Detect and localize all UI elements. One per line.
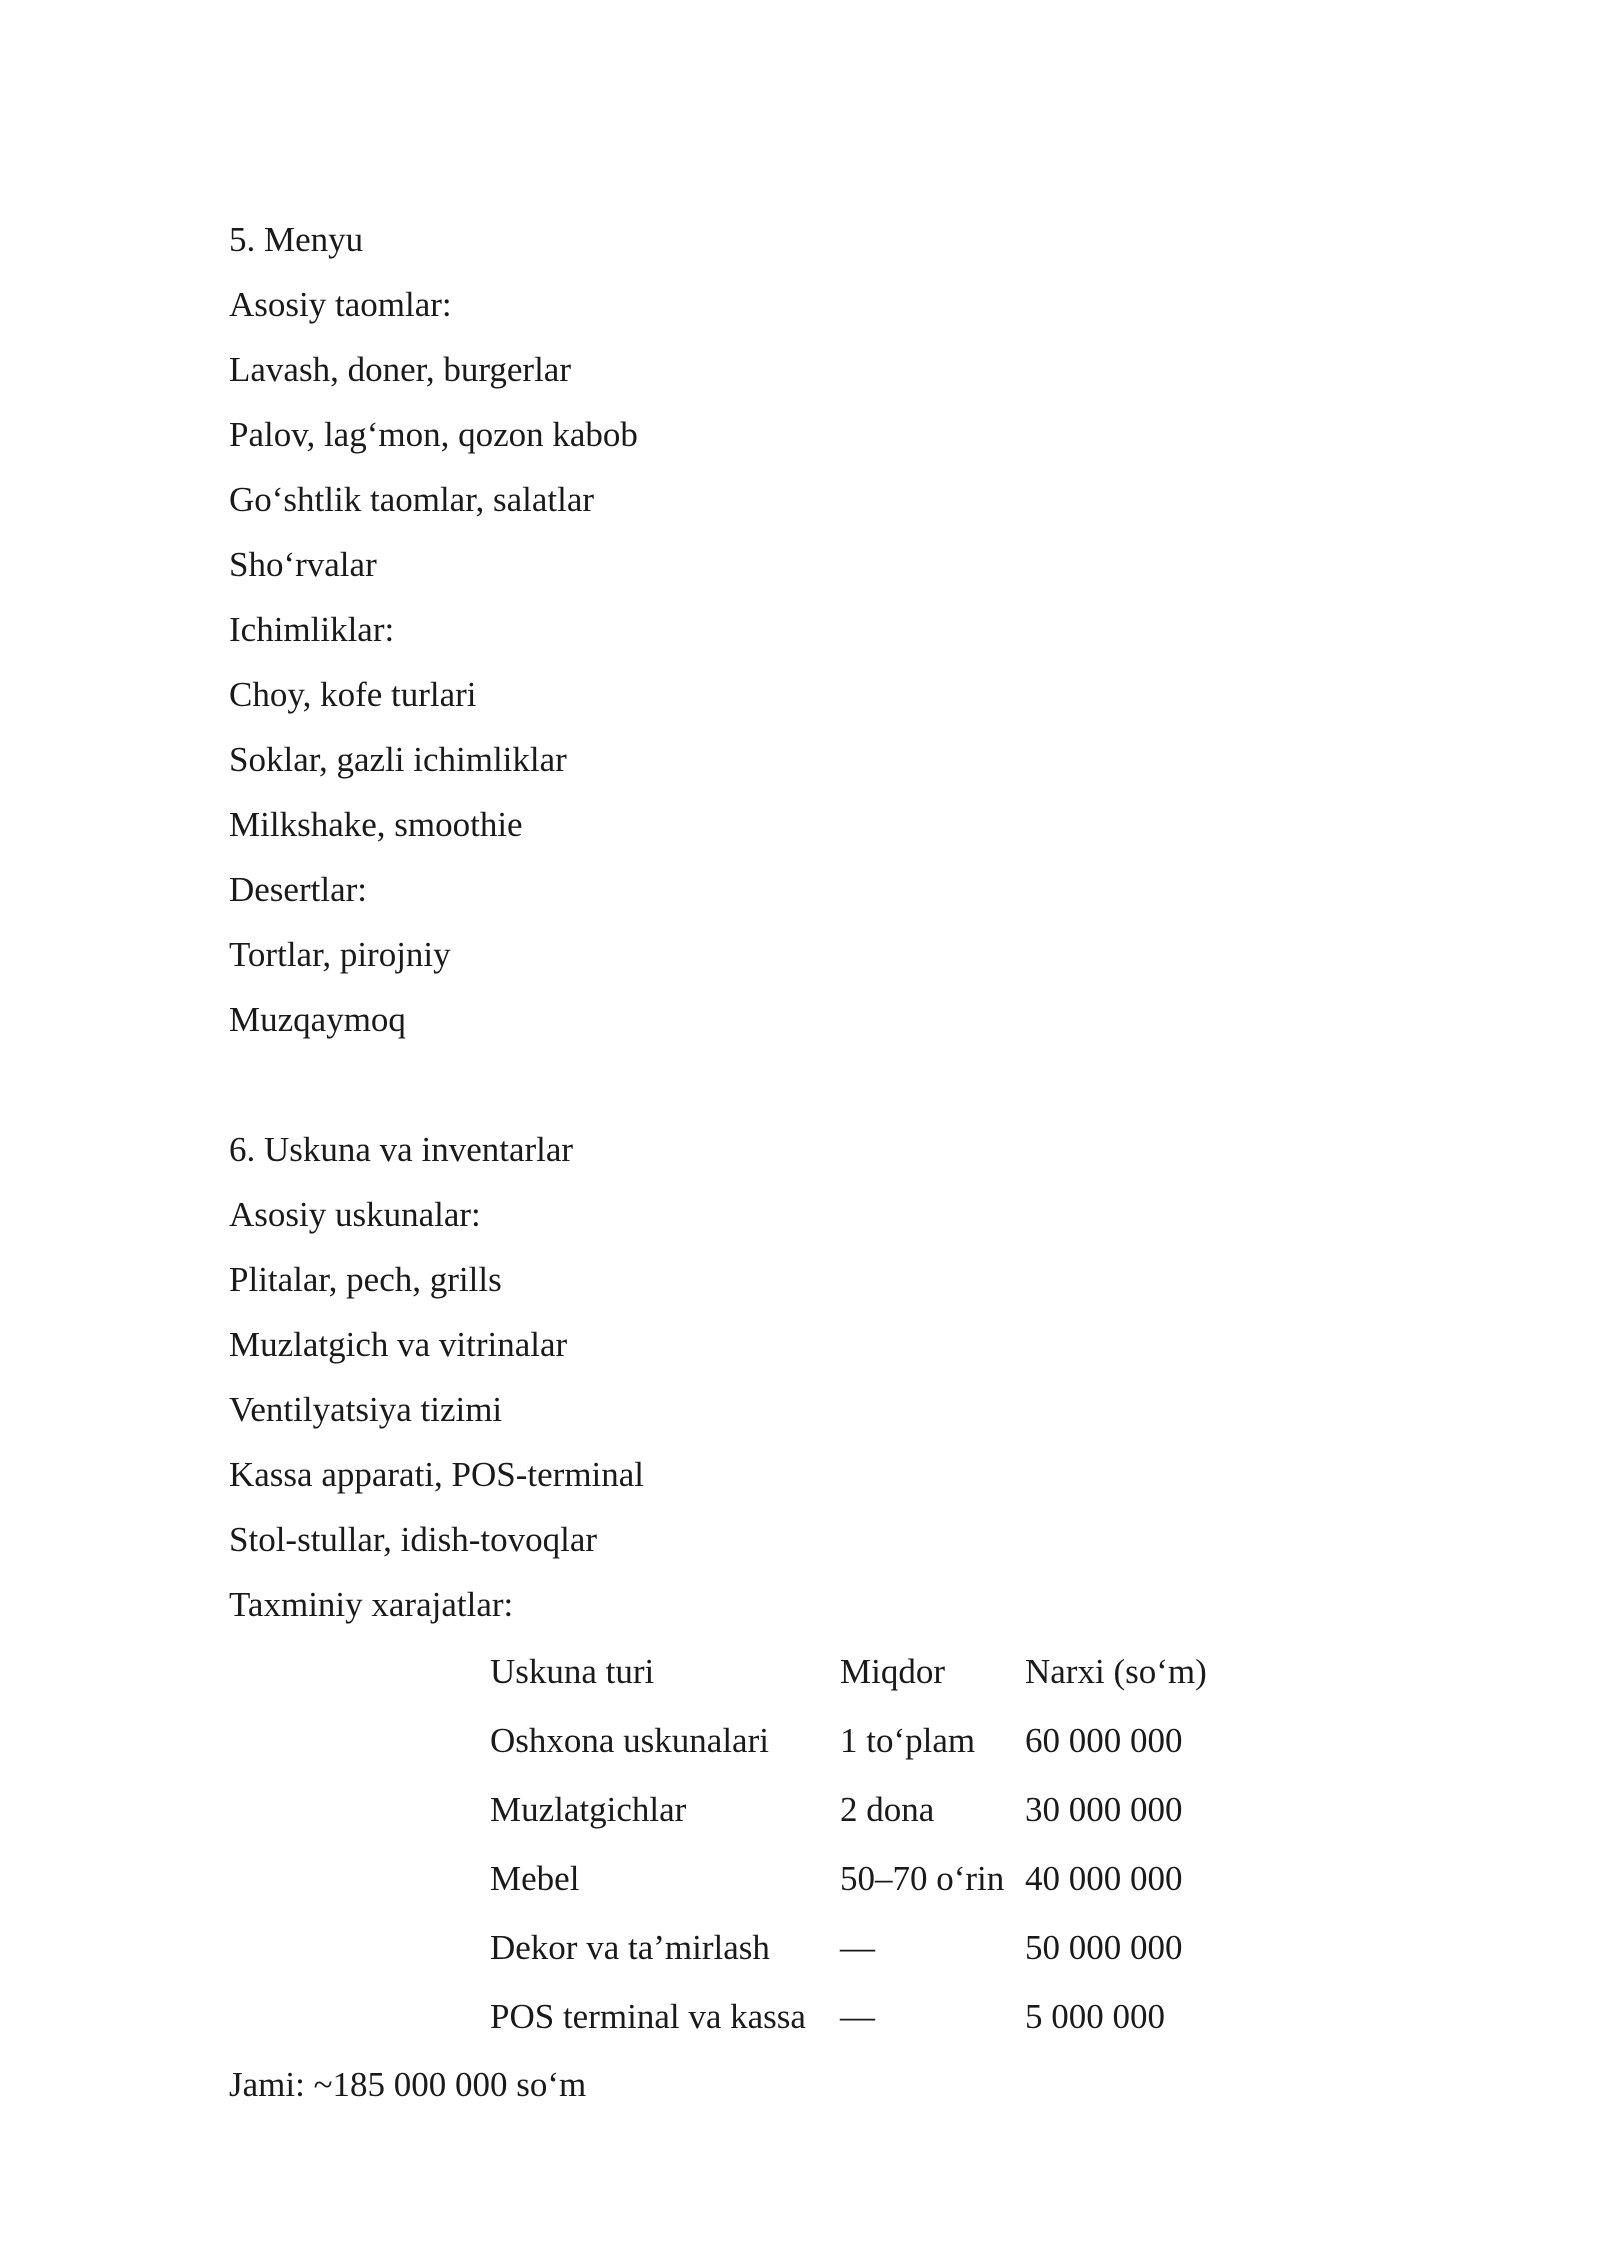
menu-heading: 5. Menyu bbox=[229, 220, 364, 259]
main-dishes-label: Asosiy taomlar: bbox=[229, 285, 452, 324]
equipment-item: Kassa apparati, POS-terminal bbox=[229, 1455, 645, 1494]
menu-item: Soklar, gazli ichimliklar bbox=[229, 740, 567, 779]
desserts-label: Desertlar: bbox=[229, 870, 367, 909]
equipment-item: Muzlatgich va vitrinalar bbox=[229, 1325, 568, 1364]
equipment-item: Stol-stullar, idish-tovoqlar bbox=[229, 1520, 598, 1559]
costs-label: Taxminiy xarajatlar: bbox=[229, 1585, 514, 1624]
table-header-cell: Uskuna turi bbox=[490, 1652, 655, 1691]
table-header-cell: Narxi (so‘m) bbox=[1025, 1652, 1207, 1691]
equipment-item: Plitalar, pech, grills bbox=[229, 1260, 502, 1299]
table-cell: 2 dona bbox=[840, 1790, 935, 1829]
table-cell: 60 000 000 bbox=[1025, 1721, 1183, 1760]
table-cell: 30 000 000 bbox=[1025, 1790, 1183, 1829]
table-cell: Dekor va ta’mirlash bbox=[490, 1928, 770, 1967]
table-cell: Mebel bbox=[490, 1859, 580, 1898]
menu-item: Tortlar, pirojniy bbox=[229, 935, 451, 974]
menu-item: Choy, kofe turlari bbox=[229, 675, 477, 714]
menu-item: Lavash, doner, burgerlar bbox=[229, 350, 571, 389]
drinks-label: Ichimliklar: bbox=[229, 610, 395, 649]
menu-item: Milkshake, smoothie bbox=[229, 805, 523, 844]
menu-item: Muzqaymoq bbox=[229, 1000, 406, 1039]
table-cell: 50 000 000 bbox=[1025, 1928, 1183, 1967]
menu-item: Palov, lag‘mon, qozon kabob bbox=[229, 415, 638, 454]
table-cell: Muzlatgichlar bbox=[490, 1790, 687, 1829]
table-cell: Oshxona uskunalari bbox=[490, 1721, 769, 1760]
table-cell: 1 to‘plam bbox=[840, 1721, 976, 1760]
equipment-heading: 6. Uskuna va inventarlar bbox=[229, 1130, 574, 1169]
table-cell: POS terminal va kassa bbox=[490, 1997, 806, 2036]
main-equipment-label: Asosiy uskunalar: bbox=[229, 1195, 481, 1234]
total-cost: Jami: ~185 000 000 so‘m bbox=[229, 2065, 587, 2104]
table-cell: 40 000 000 bbox=[1025, 1859, 1183, 1898]
table-cell: 50–70 o‘rin bbox=[840, 1859, 1005, 1898]
menu-item: Go‘shtlik taomlar, salatlar bbox=[229, 480, 595, 519]
table-header-cell: Miqdor bbox=[840, 1652, 945, 1691]
table-cell: — bbox=[840, 1928, 875, 1967]
equipment-item: Ventilyatsiya tizimi bbox=[229, 1390, 503, 1429]
menu-item: Sho‘rvalar bbox=[229, 545, 377, 584]
table-cell: 5 000 000 bbox=[1025, 1997, 1165, 2036]
table-cell: — bbox=[840, 1997, 875, 2036]
